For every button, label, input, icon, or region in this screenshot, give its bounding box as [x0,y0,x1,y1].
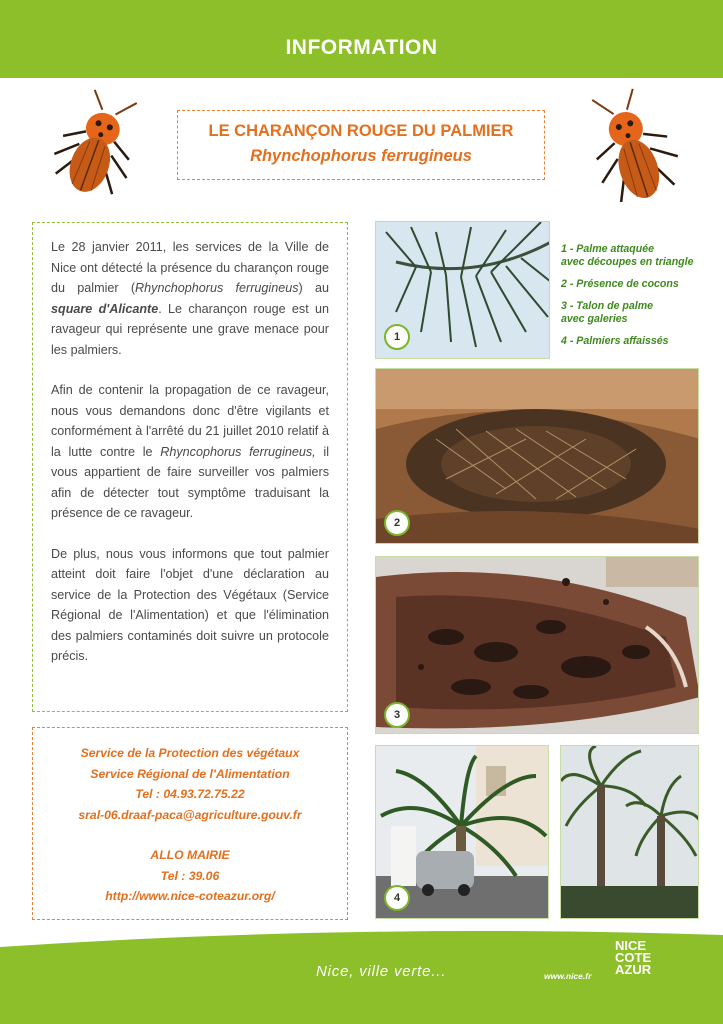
logo-line-2: COTE [615,950,652,965]
allo-mairie-label: ALLO MAIRIE [150,848,230,862]
photo-badge-4: 4 [384,885,410,911]
weevil-left-icon [50,88,145,203]
photo-badge-1: 1 [384,324,410,350]
photo-legend [561,243,721,357]
contact-phone: Tel : 04.93.72.75.22 [135,787,245,801]
p1-text-a: Le 28 janvier 2011, les services de la Ville de Nice ont détecté la présence du charançon rouge du palmier ( [51,240,329,295]
photo-badge-2: 2 [384,510,410,536]
paragraph-3: De plus, nous vous informons que tout palmier atteint doit faire l'objet d'une déclaration au service de la Protection des Végétaux (Service Régional de l'Alimentation) et que l'élimination des palmiers contaminés doit suivre un protocole précis. [51,546,329,663]
header-bar [0,0,723,78]
allo-mairie-phone: Tel : 39.06 [160,868,220,883]
contact-service: Service de la Protection des végétaux [80,746,300,760]
photo-3-palm-base-galleries [375,556,699,734]
legend-item-1-title: 1 - Palme attaquée [561,243,655,255]
p1-location: square d'Alicante [51,301,159,316]
p1-latin: Rhynchophorus ferrugineus [135,281,299,295]
footer-url[interactable]: www.nice.fr [544,971,592,981]
photo-4-affected-palm-trees [560,745,699,919]
title-main: LE CHARANÇON ROUGE DU PALMIER [208,122,514,140]
logo-line-1: NICE [615,938,647,953]
legend-item-3 [561,300,721,326]
p2-latin: Rhyncophorus ferrugineus, [160,444,316,459]
footer-slogan: Nice, ville verte... [316,963,447,980]
contact-box [32,727,348,920]
logo-line-3: AZUR [615,962,652,977]
paragraph-1 [51,237,329,360]
p1-text-c: ) au [298,281,330,295]
legend-item-2-title: 2 - Présence de cocons [561,278,679,290]
legend-item-4 [561,335,721,348]
p2-text-c: il vous appartient de faire surveiller vos palmiers afin de détecter tout symptôme traduisant la présence de ce ravageur. [51,444,329,520]
photo-badge-3: 3 [384,702,410,728]
article-box [32,222,348,712]
legend-item-4-title: 4 - Palmiers affaissés [561,335,669,347]
legend-item-1-detail: avec découpes en triangle [561,256,694,268]
legend-item-3-title: 3 - Talon de palme [561,300,654,312]
legend-item-3-detail: avec galeries [561,313,628,325]
header-title: INFORMATION [285,36,438,59]
p1-text-e: . Le charançon rouge est un ravageur qui représente une grave menace pour les palmiers. [51,301,329,357]
contact-email[interactable]: sral-06.draaf-paca@agriculture.gouv.fr [78,807,302,822]
paragraph-2 [51,380,329,524]
contact-service-regional: Service Régional de l'Alimentation [90,766,290,781]
title-box [177,110,545,180]
nice-cote-azur-logo-icon [603,940,651,976]
legend-item-1 [561,243,721,269]
title-latin-name: Rhynchophorus ferrugineus [250,147,472,165]
weevil-right-icon [585,86,680,211]
website-link[interactable]: http://www.nice-coteazur.org/ [105,889,275,903]
p2-text-a: Afin de contenir la propagation de ce ravageur, nous vous demandons donc d'être vigilants et conformément à l'arrêté du 21 juillet 2010 relatif à la lutte contre le [51,383,329,459]
photo-2-cocoons [375,368,699,544]
legend-item-2 [561,278,721,291]
